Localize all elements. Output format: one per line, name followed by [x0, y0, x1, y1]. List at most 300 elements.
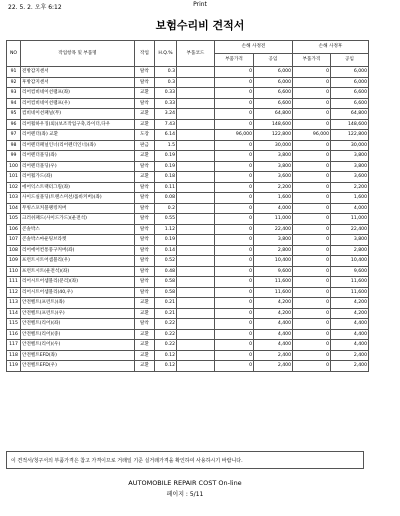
table-row	[7, 98, 369, 109]
row-before-part-price: 0	[215, 256, 254, 267]
row-no: 94	[7, 98, 21, 109]
row-before-part-price: 0	[215, 140, 254, 151]
row-before-part-price: 0	[215, 308, 254, 319]
row-part-code	[177, 151, 215, 162]
row-work: 교환	[135, 340, 155, 351]
table-row	[7, 245, 369, 256]
row-before-labor: 1,600	[254, 193, 293, 204]
row-item-name: 사이드실몰딩(트랜스미션/롤바커버)(좌)	[21, 193, 135, 204]
row-hq: 0.19	[155, 151, 177, 162]
row-no: 115	[7, 319, 21, 330]
row-before-part-price: 0	[215, 88, 254, 99]
row-before-labor: 4,400	[254, 329, 293, 340]
row-before-part-price: 0	[215, 298, 254, 309]
row-before-labor: 30,000	[254, 140, 293, 151]
row-after-part-price: 0	[293, 151, 331, 162]
row-hq: 0.19	[155, 161, 177, 172]
row-before-labor: 4,400	[254, 340, 293, 351]
table-row	[7, 266, 369, 277]
row-work: 판금	[135, 140, 155, 151]
row-no: 96	[7, 119, 21, 130]
row-before-labor: 2,800	[254, 245, 293, 256]
row-hq: 0.58	[155, 287, 177, 298]
row-after-part-price: 0	[293, 88, 331, 99]
row-after-part-price: 0	[293, 224, 331, 235]
row-after-labor: 11,600	[331, 287, 369, 298]
row-no: 116	[7, 329, 21, 340]
row-work: 교환	[135, 88, 155, 99]
row-hq: 0.19	[155, 235, 177, 246]
row-no: 93	[7, 88, 21, 99]
row-no: 114	[7, 308, 21, 319]
row-after-part-price: 0	[293, 340, 331, 351]
row-part-code	[177, 130, 215, 141]
table-row	[7, 119, 369, 130]
row-item-name: 에어익스트랙터그릴(좌)	[21, 182, 135, 193]
row-hq: 0.58	[155, 277, 177, 288]
table-row	[7, 172, 369, 183]
table-row	[7, 67, 369, 78]
row-part-code	[177, 119, 215, 130]
row-after-part-price: 0	[293, 193, 331, 204]
row-no: 103	[7, 193, 21, 204]
row-part-code	[177, 235, 215, 246]
row-before-part-price: 0	[215, 224, 254, 235]
row-after-part-price: 0	[293, 119, 331, 130]
col-header-no: NO	[7, 41, 21, 67]
row-after-part-price: 0	[293, 308, 331, 319]
row-before-part-price: 0	[215, 151, 254, 162]
footer-page-number: 페이지 : 5/11	[166, 491, 204, 498]
row-before-part-price: 0	[215, 98, 254, 109]
row-part-code	[177, 172, 215, 183]
row-no: 101	[7, 172, 21, 183]
row-before-labor: 3,800	[254, 151, 293, 162]
row-no: 106	[7, 224, 21, 235]
row-no: 119	[7, 361, 21, 372]
row-hq: 0.3	[155, 67, 177, 78]
row-part-code	[177, 67, 215, 78]
row-after-labor: 4,400	[331, 319, 369, 330]
row-after-part-price: 0	[293, 67, 331, 78]
col-header-item: 작업항목 및 부품명	[21, 41, 135, 67]
row-part-code	[177, 287, 215, 298]
table-row	[7, 151, 369, 162]
row-after-labor: 4,200	[331, 298, 369, 309]
row-part-code	[177, 350, 215, 361]
row-before-labor: 11,600	[254, 287, 293, 298]
row-work: 교환	[135, 350, 155, 361]
row-after-part-price: 0	[293, 319, 331, 330]
row-after-part-price: 0	[293, 214, 331, 225]
row-hq: 0.11	[155, 182, 177, 193]
row-hq: 0.22	[155, 340, 177, 351]
row-after-labor: 148,600	[331, 119, 369, 130]
row-item-name: 리어펜더몰딩(좌)	[21, 151, 135, 162]
col-header-before-part-price: 부품가격	[215, 54, 254, 67]
row-part-code	[177, 277, 215, 288]
row-item-name: 리어휠가드(좌)	[21, 172, 135, 183]
row-hq: 0.33	[155, 88, 177, 99]
table-row	[7, 193, 369, 204]
row-after-labor: 2,400	[331, 350, 369, 361]
row-item-name: 콘솔박스	[21, 224, 135, 235]
row-item-name: 리어시트어셈블리(분리)(좌)	[21, 277, 135, 288]
row-after-labor: 3,800	[331, 151, 369, 162]
row-hq: 0.55	[155, 214, 177, 225]
table-row	[7, 88, 369, 99]
row-item-name: 안전벨트(리어)(좌)	[21, 319, 135, 330]
row-work: 탈착	[135, 287, 155, 298]
row-work: 교환	[135, 151, 155, 162]
row-hq: 1.5	[155, 140, 177, 151]
row-before-part-price: 0	[215, 214, 254, 225]
row-before-labor: 3,800	[254, 161, 293, 172]
row-no: 117	[7, 340, 21, 351]
row-work: 교환	[135, 329, 155, 340]
row-work: 교환	[135, 109, 155, 120]
row-work: 교환	[135, 119, 155, 130]
row-work: 탈착	[135, 98, 155, 109]
table-row	[7, 224, 369, 235]
row-after-part-price: 0	[293, 298, 331, 309]
row-no: 104	[7, 203, 21, 214]
row-item-name: 리어시트어셈블리(40,우)	[21, 287, 135, 298]
row-no: 107	[7, 235, 21, 246]
row-part-code	[177, 266, 215, 277]
row-item-name: 프런트시트(운전석)(좌)	[21, 266, 135, 277]
row-item-name: 리어펜더몰딩(우)	[21, 161, 135, 172]
row-before-part-price: 0	[215, 245, 254, 256]
row-item-name: 후방감지센서	[21, 77, 135, 88]
row-before-labor: 6,600	[254, 88, 293, 99]
row-before-part-price: 0	[215, 182, 254, 193]
row-before-part-price: 0	[215, 172, 254, 183]
table-row	[7, 182, 369, 193]
row-hq: 0.21	[155, 308, 177, 319]
row-after-part-price: 0	[293, 235, 331, 246]
col-header-hq: H.Q.%	[155, 41, 177, 67]
row-hq: 0.2	[155, 203, 177, 214]
row-after-part-price: 0	[293, 361, 331, 372]
row-after-part-price: 0	[293, 98, 331, 109]
row-before-labor: 3,800	[254, 235, 293, 246]
document-title: 보험수리비 견적서	[155, 19, 245, 32]
row-hq: 0.14	[155, 245, 177, 256]
row-after-part-price: 0	[293, 182, 331, 193]
row-hq: 3.24	[155, 109, 177, 120]
row-no: 110	[7, 266, 21, 277]
row-before-part-price: 0	[215, 109, 254, 120]
row-item-name: 안전벨트(리어)(중)	[21, 329, 135, 340]
row-after-part-price: 0	[293, 350, 331, 361]
row-work: 탈착	[135, 67, 155, 78]
row-after-labor: 2,400	[331, 361, 369, 372]
row-work: 도장	[135, 130, 155, 141]
row-item-name: 안전벨트(프런트)(우)	[21, 308, 135, 319]
row-item-name: 콘솔박스마운팅브라켓	[21, 235, 135, 246]
row-before-labor: 122,800	[254, 130, 293, 141]
row-work: 교환	[135, 172, 155, 183]
row-after-labor: 3,800	[331, 161, 369, 172]
row-before-labor: 2,400	[254, 361, 293, 372]
row-part-code	[177, 256, 215, 267]
row-no: 111	[7, 277, 21, 288]
row-before-part-price: 0	[215, 235, 254, 246]
row-before-labor: 4,000	[254, 203, 293, 214]
row-item-name: 크러쉬패드(사이드가드)(운전석)	[21, 214, 135, 225]
row-work: 탈착	[135, 277, 155, 288]
row-after-labor: 3,800	[331, 235, 369, 246]
footer-brand: AUTOMOBILE REPAIR COST On-line	[128, 479, 242, 487]
row-part-code	[177, 214, 215, 225]
row-before-part-price: 0	[215, 350, 254, 361]
row-before-part-price: 96,000	[215, 130, 254, 141]
row-before-labor: 4,200	[254, 298, 293, 309]
table-row	[7, 77, 369, 88]
row-before-part-price: 0	[215, 119, 254, 130]
row-after-part-price: 0	[293, 277, 331, 288]
row-after-labor: 4,200	[331, 308, 369, 319]
row-before-part-price: 0	[215, 203, 254, 214]
row-item-name: 무빙스포커블랭킹커버	[21, 203, 135, 214]
row-before-labor: 2,200	[254, 182, 293, 193]
table-row	[7, 350, 369, 361]
row-after-part-price: 0	[293, 109, 331, 120]
row-part-code	[177, 308, 215, 319]
row-item-name: 전방감지센서	[21, 67, 135, 78]
col-header-after-part-price: 부품가격	[293, 54, 331, 67]
table-row	[7, 161, 369, 172]
table-row	[7, 361, 369, 372]
row-after-part-price: 96,000	[293, 130, 331, 141]
row-part-code	[177, 140, 215, 151]
row-before-labor: 11,600	[254, 277, 293, 288]
row-before-labor: 64,800	[254, 109, 293, 120]
row-before-labor: 3,600	[254, 172, 293, 183]
row-work: 탈착	[135, 319, 155, 330]
row-after-labor: 6,000	[331, 77, 369, 88]
row-no: 100	[7, 161, 21, 172]
row-after-labor: 2,800	[331, 245, 369, 256]
row-work: 교환	[135, 298, 155, 309]
row-before-part-price: 0	[215, 319, 254, 330]
table-row	[7, 308, 369, 319]
row-item-name: 리어에어컨통풍구커버(좌)	[21, 245, 135, 256]
row-part-code	[177, 88, 215, 99]
row-part-code	[177, 319, 215, 330]
row-part-code	[177, 361, 215, 372]
table-row	[7, 235, 369, 246]
row-after-part-price: 0	[293, 77, 331, 88]
row-item-name: 안전벨트(프런트)(좌)	[21, 298, 135, 309]
col-header-before-labor: 공임	[254, 54, 293, 67]
row-after-labor: 122,800	[331, 130, 369, 141]
table-row	[7, 319, 369, 330]
table-row	[7, 109, 369, 120]
print-timestamp: 22. 5. 2. 오후 6:12	[8, 4, 62, 11]
row-no: 108	[7, 245, 21, 256]
row-hq: 0.3	[155, 77, 177, 88]
row-work: 탈착	[135, 193, 155, 204]
row-hq: 0.08	[155, 193, 177, 204]
row-before-labor: 4,400	[254, 319, 293, 330]
row-part-code	[177, 77, 215, 88]
row-before-labor: 4,200	[254, 308, 293, 319]
row-before-labor: 9,600	[254, 266, 293, 277]
row-after-labor: 11,000	[331, 214, 369, 225]
row-no: 109	[7, 256, 21, 267]
row-hq: 0.22	[155, 319, 177, 330]
row-hq: 0.18	[155, 172, 177, 183]
row-item-name: 리어휠하우징(외)(보조작업구축,라이더,다우	[21, 119, 135, 130]
row-after-labor: 10,400	[331, 256, 369, 267]
row-after-labor: 6,600	[331, 98, 369, 109]
row-part-code	[177, 245, 215, 256]
row-hq: 1.12	[155, 224, 177, 235]
row-before-labor: 6,000	[254, 77, 293, 88]
row-before-part-price: 0	[215, 361, 254, 372]
row-before-labor: 11,000	[254, 214, 293, 225]
table-row	[7, 277, 369, 288]
row-item-name: 안전벨트EFD(우)	[21, 361, 135, 372]
row-before-labor: 6,600	[254, 98, 293, 109]
row-after-part-price: 0	[293, 266, 331, 277]
row-work: 탈착	[135, 245, 155, 256]
row-before-part-price: 0	[215, 287, 254, 298]
row-hq: 0.12	[155, 361, 177, 372]
col-header-part-code: 부품코드	[177, 41, 215, 67]
row-part-code	[177, 98, 215, 109]
col-header-work: 작업	[135, 41, 155, 67]
row-before-labor: 6,000	[254, 67, 293, 78]
table-row	[7, 256, 369, 267]
row-before-part-price: 0	[215, 161, 254, 172]
row-after-part-price: 0	[293, 140, 331, 151]
row-item-name: 리어펜더패널인너(리어펜더인너)(좌)	[21, 140, 135, 151]
row-hq: 0.48	[155, 266, 177, 277]
row-before-part-price: 0	[215, 277, 254, 288]
row-before-part-price: 0	[215, 266, 254, 277]
row-after-part-price: 0	[293, 245, 331, 256]
row-before-labor: 10,400	[254, 256, 293, 267]
table-row	[7, 287, 369, 298]
row-before-labor: 22,400	[254, 224, 293, 235]
col-header-after: 손해 사정후	[293, 41, 369, 54]
row-item-name: 프런트시트어셈블리(우)	[21, 256, 135, 267]
row-no: 97	[7, 130, 21, 141]
row-no: 92	[7, 77, 21, 88]
row-part-code	[177, 161, 215, 172]
row-work: 교환	[135, 361, 155, 372]
row-work: 교환	[135, 308, 155, 319]
row-hq: 6.14	[155, 130, 177, 141]
row-no: 91	[7, 67, 21, 78]
price-notice: 이 견적서/청구서의 부품가격은 참고 가격이므로 거래일 기준 실거래가격을 확인하여 사용하시기 바랍니다.	[6, 451, 364, 469]
row-part-code	[177, 203, 215, 214]
row-part-code	[177, 340, 215, 351]
row-after-part-price: 0	[293, 203, 331, 214]
row-work: 탈착	[135, 203, 155, 214]
table-row	[7, 298, 369, 309]
row-after-part-price: 0	[293, 287, 331, 298]
row-work: 탈착	[135, 214, 155, 225]
row-work: 탈착	[135, 224, 155, 235]
row-no: 95	[7, 109, 21, 120]
row-hq: 0.12	[155, 350, 177, 361]
row-after-labor: 11,600	[331, 277, 369, 288]
row-after-labor: 3,600	[331, 172, 369, 183]
row-no: 112	[7, 287, 21, 298]
estimate-table	[6, 40, 369, 372]
row-item-name: 리어컴비네이션램프(우)	[21, 98, 135, 109]
row-after-part-price: 0	[293, 329, 331, 340]
row-item-name: 리어펜더(좌) 교환	[21, 130, 135, 141]
row-item-name: 안전벨트(리어)(우)	[21, 340, 135, 351]
table-row	[7, 140, 369, 151]
row-work: 탈착	[135, 77, 155, 88]
col-header-before: 손해 사정전	[215, 41, 293, 54]
table-row	[7, 130, 369, 141]
print-label: Print	[193, 1, 207, 8]
row-after-labor: 2,200	[331, 182, 369, 193]
row-before-labor: 148,600	[254, 119, 293, 130]
col-header-after-labor: 공임	[331, 54, 369, 67]
row-before-part-price: 0	[215, 67, 254, 78]
row-no: 99	[7, 151, 21, 162]
row-work: 탈착	[135, 235, 155, 246]
row-work: 탈착	[135, 161, 155, 172]
row-after-labor: 4,000	[331, 203, 369, 214]
row-no: 105	[7, 214, 21, 225]
row-after-labor: 64,800	[331, 109, 369, 120]
row-item-name: 컴비네이션패널(무)	[21, 109, 135, 120]
row-no: 113	[7, 298, 21, 309]
row-before-part-price: 0	[215, 77, 254, 88]
row-after-labor: 6,000	[331, 67, 369, 78]
row-part-code	[177, 109, 215, 120]
row-after-labor: 9,600	[331, 266, 369, 277]
row-hq: 0.21	[155, 298, 177, 309]
row-no: 118	[7, 350, 21, 361]
row-part-code	[177, 298, 215, 309]
row-before-labor: 2,400	[254, 350, 293, 361]
row-after-labor: 6,600	[331, 88, 369, 99]
row-work: 탈착	[135, 266, 155, 277]
row-after-labor: 1,600	[331, 193, 369, 204]
row-no: 98	[7, 140, 21, 151]
row-after-part-price: 0	[293, 161, 331, 172]
row-work: 탈착	[135, 256, 155, 267]
row-part-code	[177, 329, 215, 340]
row-item-name: 리어컴비네이션램프(좌)	[21, 88, 135, 99]
row-part-code	[177, 224, 215, 235]
row-after-labor: 4,400	[331, 340, 369, 351]
row-before-part-price: 0	[215, 193, 254, 204]
table-row	[7, 203, 369, 214]
table-row	[7, 329, 369, 340]
row-hq: 7.43	[155, 119, 177, 130]
row-after-part-price: 0	[293, 256, 331, 267]
table-row	[7, 340, 369, 351]
row-after-labor: 30,000	[331, 140, 369, 151]
row-hq: 0.52	[155, 256, 177, 267]
row-after-labor: 22,400	[331, 224, 369, 235]
row-after-labor: 4,400	[331, 329, 369, 340]
row-part-code	[177, 182, 215, 193]
row-before-part-price: 0	[215, 329, 254, 340]
row-before-part-price: 0	[215, 340, 254, 351]
